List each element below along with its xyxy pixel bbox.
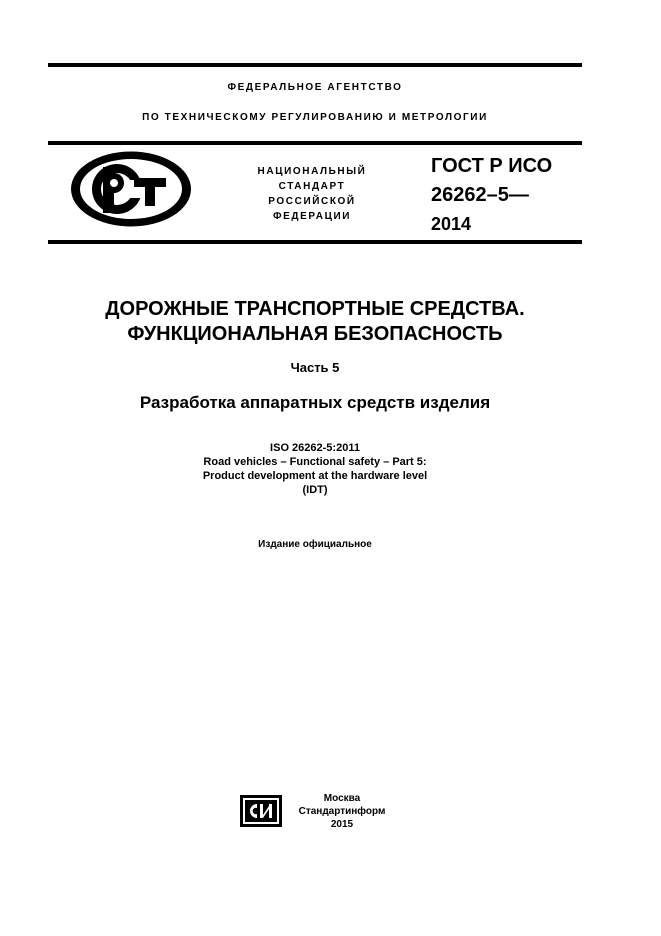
standartinform-logo-icon xyxy=(240,795,282,827)
document-title xyxy=(40,297,590,347)
publisher-info xyxy=(292,792,392,831)
iso-line: Road vehicles – Functional safety – Part 5: xyxy=(203,456,427,468)
standard-number-line: 26262–5— xyxy=(431,184,529,206)
part-number: Часть 5 xyxy=(290,360,340,375)
top-rule xyxy=(48,63,582,67)
standard-label-line: РОССИЙСКОЙ xyxy=(268,196,356,207)
publisher-name: Стандартинформ xyxy=(298,806,386,817)
rst-certification-mark-icon xyxy=(70,150,192,228)
header-rule xyxy=(48,141,582,145)
iso-line: ISO 26262-5:2011 xyxy=(270,442,360,454)
standard-label-line: ФЕДЕРАЦИИ xyxy=(272,211,352,222)
iso-reference xyxy=(100,441,530,497)
block-bottom-rule xyxy=(48,240,582,244)
title-line-2: ФУНКЦИОНАЛЬНАЯ БЕЗОПАСНОСТЬ xyxy=(127,323,503,345)
standard-year: 2014 xyxy=(431,214,472,234)
edition-note: Издание официальное xyxy=(258,539,372,550)
publisher-city: Москва xyxy=(323,793,361,804)
standard-label-line: СТАНДАРТ xyxy=(278,181,346,192)
iso-line: (IDT) xyxy=(302,484,328,496)
standard-type-label xyxy=(244,164,380,224)
iso-line: Product development at the hardware level xyxy=(202,470,428,482)
agency-line-1: ФЕДЕРАЛЬНОЕ АГЕНТСТВО xyxy=(227,82,403,93)
title-line-1: ДОРОЖНЫЕ ТРАНСПОРТНЫЕ СРЕДСТВА. xyxy=(105,298,525,320)
standard-number-line: ГОСТ Р ИСО xyxy=(431,155,553,177)
document-subtitle: Разработка аппаратных средств изделия xyxy=(139,393,491,412)
standard-label-line: НАЦИОНАЛЬНЫЙ xyxy=(257,166,367,177)
agency-line-2: ПО ТЕХНИЧЕСКОМУ РЕГУЛИРОВАНИЮ И МЕТРОЛОГИИ xyxy=(142,112,488,123)
publication-year: 2015 xyxy=(330,819,354,830)
standard-number xyxy=(431,152,552,239)
